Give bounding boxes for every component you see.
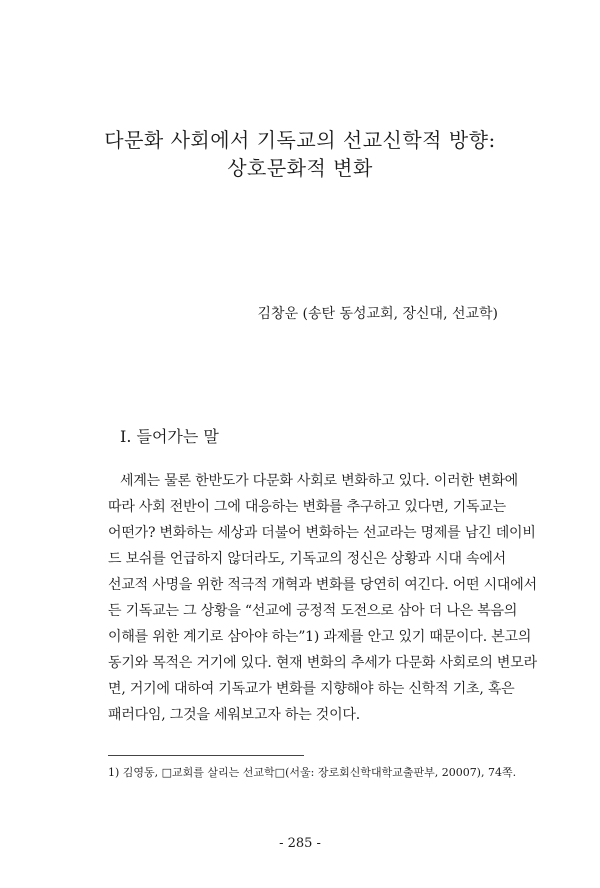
author-line: 김창운 (송탄 동성교회, 장신대, 선교학) <box>257 306 498 322</box>
section-heading: I. 들어가는 말 <box>120 427 219 446</box>
body-line: 동기와 목적은 거기에 있다. 현재 변화의 추세가 다문화 사회로의 변모라 <box>108 655 537 671</box>
body-line: 이해를 위한 계기로 삼아야 하는”1) 과제를 안고 있기 때문이다. 본고의 <box>108 629 532 645</box>
body-line: 세계는 물론 한반도가 다문화 사회로 변화하고 있다. 이러한 변화에 <box>120 473 518 489</box>
body-line: 어떤가? 변화하는 세상과 더불어 변화하는 선교라는 명제를 남긴 데이비 <box>108 525 536 541</box>
page-title-line-2: 상호문화적 변화 <box>227 156 373 180</box>
footnote: 1) 김영동, □교회를 살리는 선교학□(서울: 장로회신학대학교출판부, 20007), 74쪽. <box>108 766 517 779</box>
body-line: 드 보쉬를 언급하지 않더라도, 기독교의 정신은 상황과 시대 속에서 <box>108 551 506 567</box>
body-line: 든 기독교는 그 상황을 “선교에 긍정적 도전으로 삼아 더 나은 복음의 <box>108 603 518 619</box>
body-line: 면, 거기에 대하여 기독교가 변화를 지향해야 하는 신학적 기초, 혹은 <box>108 681 515 697</box>
body-line: 선교적 사명을 위한 적극적 개혁과 변화를 당연히 여긴다. 어떤 시대에서 <box>108 577 537 593</box>
footnote-divider <box>108 755 304 756</box>
page-title-line-1: 다문화 사회에서 기독교의 선교신학적 방향: <box>104 128 496 152</box>
body-line: 따라 사회 전반이 그에 대응하는 변화를 추구하고 있다면, 기독교는 <box>108 499 506 515</box>
page-number: - 285 - <box>279 836 321 851</box>
body-line: 패러다임, 그것을 세워보고자 하는 것이다. <box>108 707 361 723</box>
